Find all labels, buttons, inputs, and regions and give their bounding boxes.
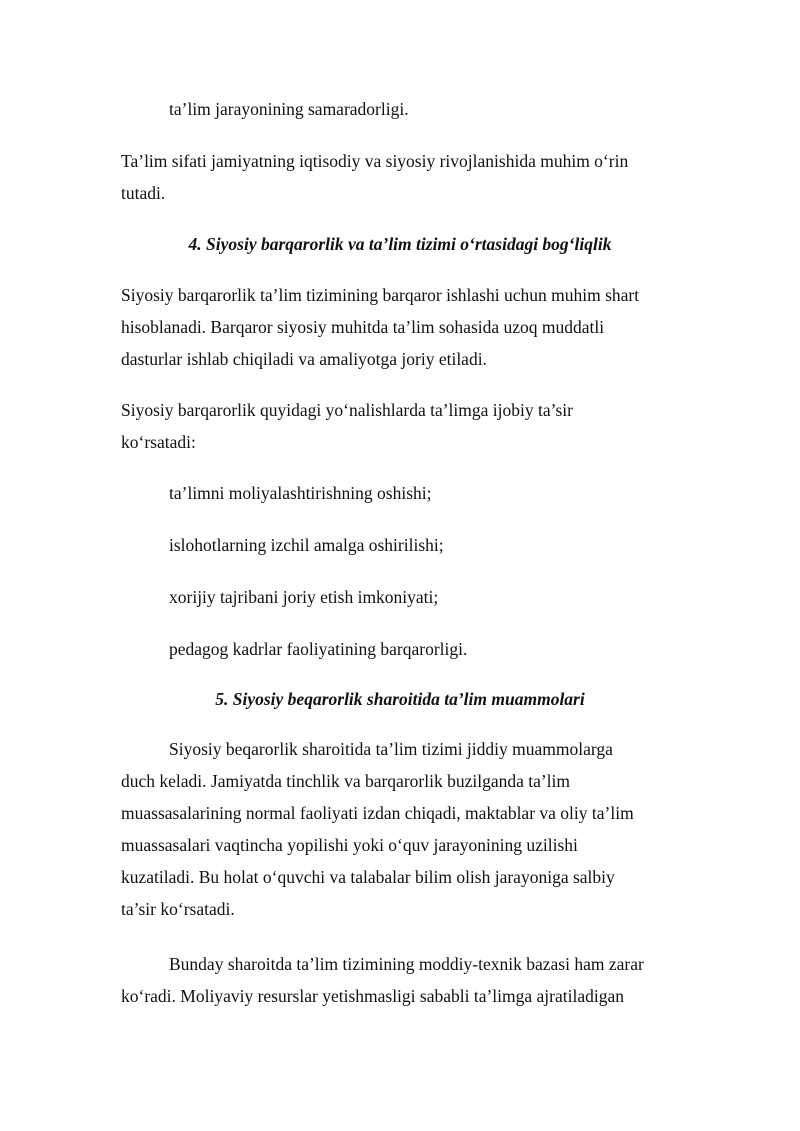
text-line: muassasalarining normal faoliyati izdan chiqadi, maktablar va oliy ta’lim <box>121 803 634 823</box>
section-4-paragraph-1 <box>121 279 686 375</box>
text-line: hisoblanadi. Barqaror siyosiy muhitda ta’lim sohasida uzoq muddatli <box>121 317 605 337</box>
section-4-paragraph-2 <box>121 394 686 458</box>
text-line: ko‘rsatadi: <box>121 432 196 452</box>
section-5-heading: 5. Siyosiy beqarorlik sharoitida ta’lim muammolari <box>215 689 585 709</box>
text-line: Bunday sharoitda ta’lim tizimining moddiy-texnik bazasi ham zarar <box>169 954 644 974</box>
list-item: islohotlarning izchil amalga oshirilishi; <box>169 535 444 555</box>
text-line: ta’sir ko‘rsatadi. <box>121 899 235 919</box>
list-item: ta’limni moliyalashtirishning oshishi; <box>169 483 432 503</box>
text-line: dasturlar ishlab chiqiladi va amaliyotga joriy etiladi. <box>121 349 487 369</box>
list-item-continuation: ta’lim jarayonining samaradorligi. <box>169 99 409 119</box>
paragraph-quality <box>121 145 686 209</box>
text-line: Siyosiy beqarorlik sharoitida ta’lim tizimi jiddiy muammolarga <box>169 739 613 759</box>
text-line: duch keladi. Jamiyatda tinchlik va barqarorlik buzilganda ta’lim <box>121 771 571 791</box>
text-line: ko‘radi. Moliyaviy resurslar yetishmasligi sababli ta’limga ajratiladigan <box>121 986 624 1006</box>
text-line: muassasalari vaqtincha yopilishi yoki o‘quv jarayonining uzilishi <box>121 835 578 855</box>
text-line: Siyosiy barqarorlik ta’lim tizimining barqaror ishlashi uchun muhim shart <box>121 285 640 305</box>
section-4-heading: 4. Siyosiy barqarorlik va ta’lim tizimi o‘rtasidagi bog‘liqlik <box>188 234 612 254</box>
section-5-paragraph-2 <box>121 948 686 1012</box>
list-item: pedagog kadrlar faoliyatining barqarorligi. <box>169 639 468 659</box>
list-item: xorijiy tajribani joriy etish imkoniyati; <box>169 587 439 607</box>
text-line: tutadi. <box>121 183 166 203</box>
text-line: kuzatiladi. Bu holat o‘quvchi va talabalar bilim olish jarayoniga salbiy <box>121 867 615 887</box>
text-line: Ta’lim sifati jamiyatning iqtisodiy va siyosiy rivojlanishida muhim o‘rin <box>121 151 629 171</box>
section-5-paragraph-1 <box>121 733 686 925</box>
text-line: Siyosiy barqarorlik quyidagi yo‘nalishlarda ta’limga ijobiy ta’sir <box>121 400 573 420</box>
